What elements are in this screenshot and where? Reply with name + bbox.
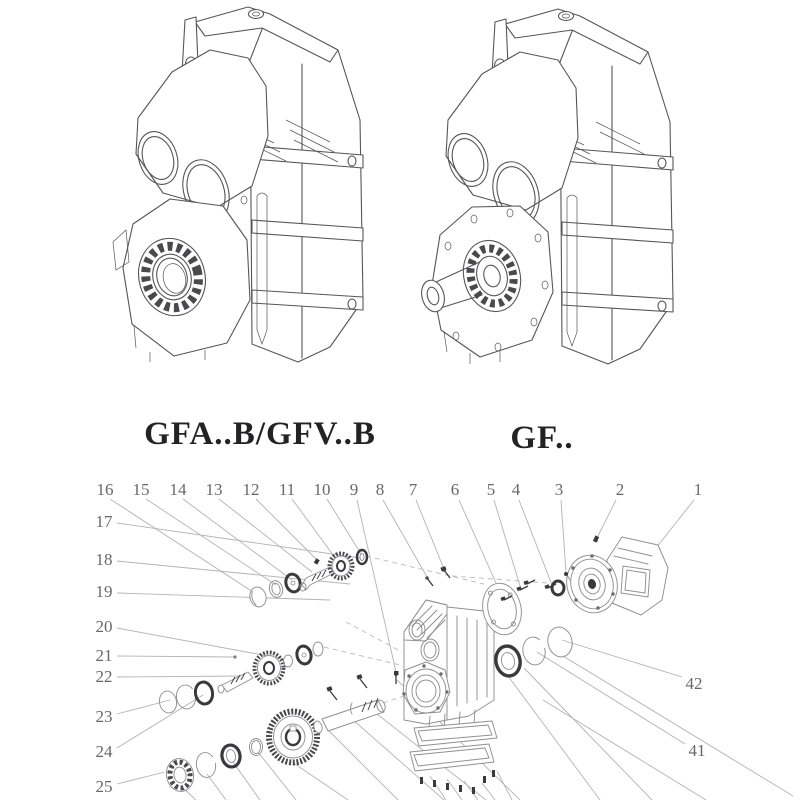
callout-16: 16 bbox=[96, 480, 114, 499]
callout-19: 19 bbox=[95, 582, 113, 601]
callout-18: 18 bbox=[95, 550, 113, 569]
cover-bolts bbox=[420, 770, 495, 794]
callout-2: 2 bbox=[615, 480, 625, 499]
callout-41: 41 bbox=[688, 741, 706, 760]
callout-42: 42 bbox=[685, 674, 703, 693]
input-shaft-chain-part bbox=[248, 550, 367, 609]
output-gear-part bbox=[269, 712, 317, 763]
callout-20: 20 bbox=[95, 617, 113, 636]
cover-plates-part bbox=[410, 721, 497, 794]
seal-rings-part bbox=[158, 681, 215, 715]
callout-12: 12 bbox=[242, 480, 260, 499]
callout-14: 14 bbox=[169, 480, 187, 499]
callout-4: 4 bbox=[511, 480, 521, 499]
callout-13: 13 bbox=[205, 480, 223, 499]
output-shaft-part bbox=[313, 674, 387, 734]
callout-5: 5 bbox=[486, 480, 496, 499]
callout-3: 3 bbox=[554, 480, 564, 499]
gearbox-left-drawing bbox=[113, 7, 363, 362]
callout-9: 9 bbox=[349, 480, 359, 499]
callout-21: 21 bbox=[95, 646, 113, 665]
callout-17: 17 bbox=[95, 512, 113, 531]
callout-22: 22 bbox=[95, 667, 113, 686]
callout-1: 1 bbox=[693, 480, 703, 499]
callout-25: 25 bbox=[95, 777, 113, 796]
callout-10: 10 bbox=[313, 480, 331, 499]
input-unit-part bbox=[560, 535, 668, 618]
callout-11: 11 bbox=[278, 480, 296, 499]
callout-23: 23 bbox=[95, 707, 113, 726]
callout-8: 8 bbox=[375, 480, 385, 499]
callout-7: 7 bbox=[408, 480, 418, 499]
callout-24: 24 bbox=[95, 742, 113, 761]
model-label-left: GFA..B/GFV..B bbox=[144, 416, 376, 452]
model-label-right: GF.. bbox=[510, 420, 574, 456]
output-bearing-chain-part bbox=[164, 739, 263, 794]
gearbox-right-drawing bbox=[418, 9, 673, 364]
callout-6: 6 bbox=[450, 480, 460, 499]
callout-15: 15 bbox=[132, 480, 150, 499]
